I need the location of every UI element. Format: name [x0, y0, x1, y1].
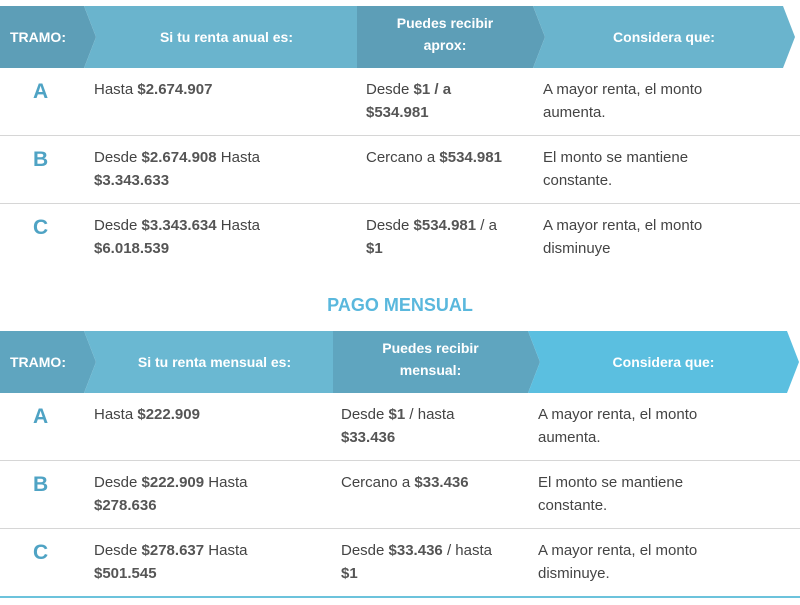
considera-line2: aumenta.	[543, 104, 606, 121]
recibir-text: Desde	[366, 81, 410, 98]
renta-amount: $222.909	[141, 474, 205, 491]
renta-amount: $2.674.908	[141, 149, 217, 166]
header-recibir	[357, 6, 533, 68]
considera-line1: A mayor renta, el monto	[543, 217, 703, 234]
table-row	[0, 529, 800, 598]
renta-text: Desde	[94, 149, 138, 166]
considera-cell	[543, 78, 788, 124]
considera-line1: A mayor renta, el monto	[538, 542, 698, 559]
monthly-table-header	[0, 331, 800, 393]
header-tramo: TRAMO:	[10, 354, 66, 370]
recibir-cell	[366, 78, 531, 124]
considera-line2: constante.	[543, 172, 613, 189]
section-title: PAGO MENSUAL	[327, 295, 473, 315]
recibir-cell	[366, 214, 531, 260]
renta-cell	[94, 539, 329, 585]
header-recibir-line1: Puedes recibir	[396, 15, 494, 31]
considera-line2: disminuye.	[538, 565, 610, 582]
tramo-letter: B	[33, 473, 49, 496]
considera-cell	[538, 539, 788, 585]
renta-cell	[94, 471, 329, 517]
recibir-amount-2: $1	[366, 240, 383, 257]
renta-amount-2: $501.545	[94, 565, 157, 582]
renta-text: Hasta	[94, 81, 134, 98]
considera-line2: constante.	[538, 497, 608, 514]
recibir-amount-2: $534.981	[366, 104, 429, 121]
tramo-letter: B	[33, 148, 49, 171]
renta-amount-2: $6.018.539	[94, 240, 170, 257]
recibir-amount: $534.981	[439, 149, 502, 166]
renta-text: Desde	[94, 474, 138, 491]
renta-text-2: Hasta	[220, 217, 260, 234]
header-tramo: TRAMO:	[10, 29, 66, 45]
header-recibir-line2: mensual:	[399, 362, 462, 378]
header-recibir-line2: aprox:	[423, 37, 467, 53]
table-row	[0, 204, 800, 271]
recibir-amount: $33.436	[414, 474, 469, 491]
renta-text-2: Hasta	[208, 474, 248, 491]
recibir-text-2: / hasta	[446, 542, 492, 559]
renta-cell	[94, 78, 349, 101]
recibir-text: Cercano a	[341, 474, 411, 491]
renta-amount: $278.637	[141, 542, 205, 559]
table-row	[0, 393, 800, 461]
considera-cell	[543, 146, 788, 192]
table-row	[0, 68, 800, 136]
renta-text: Desde	[94, 542, 138, 559]
considera-line1: El monto se mantiene	[538, 474, 684, 491]
considera-cell	[543, 214, 788, 260]
renta-cell	[94, 146, 349, 192]
renta-text-2: Hasta	[220, 149, 260, 166]
renta-text: Hasta	[94, 406, 134, 423]
tramo-letter: C	[33, 216, 49, 239]
tramo-letter: A	[33, 405, 49, 428]
table-row	[0, 136, 800, 204]
table-row	[0, 461, 800, 529]
recibir-amount: $1 / a	[413, 81, 452, 98]
recibir-amount: $534.981	[413, 217, 477, 234]
renta-text-2: Hasta	[208, 542, 248, 559]
renta-amount: $3.343.634	[141, 217, 217, 234]
considera-cell	[538, 471, 788, 517]
header-considera: Considera que:	[613, 29, 715, 45]
renta-amount: $2.674.907	[137, 81, 213, 98]
recibir-amount-2: $33.436	[341, 429, 396, 446]
renta-cell	[94, 403, 329, 426]
considera-line1: A mayor renta, el monto	[543, 81, 703, 98]
renta-cell	[94, 214, 349, 260]
considera-cell	[538, 403, 788, 449]
tramo-letter: A	[33, 80, 49, 103]
header-recibir	[333, 331, 528, 393]
recibir-amount: $1	[388, 406, 406, 423]
recibir-text-2: / hasta	[409, 406, 455, 423]
header-renta: Si tu renta mensual es:	[137, 354, 292, 370]
recibir-cell	[341, 471, 531, 494]
renta-amount: $222.909	[137, 406, 200, 423]
renta-text: Desde	[94, 217, 138, 234]
recibir-cell	[341, 403, 531, 449]
recibir-text: Desde	[366, 217, 410, 234]
considera-line2: disminuye	[543, 240, 611, 257]
recibir-amount: $33.436	[388, 542, 443, 559]
recibir-text: Desde	[341, 406, 385, 423]
recibir-text-2: / a	[480, 217, 497, 234]
recibir-text: Desde	[341, 542, 385, 559]
recibir-text: Cercano a	[366, 149, 436, 166]
header-renta: Si tu renta anual es:	[159, 29, 294, 45]
considera-line1: A mayor renta, el monto	[538, 406, 698, 423]
recibir-cell	[341, 539, 531, 585]
annual-table-header	[0, 6, 800, 68]
considera-line2: aumenta.	[538, 429, 601, 446]
considera-line1: El monto se mantiene	[543, 149, 689, 166]
recibir-cell	[366, 146, 531, 169]
renta-amount-2: $3.343.633	[94, 172, 170, 189]
header-recibir-line1: Puedes recibir	[382, 340, 479, 356]
header-considera: Considera que:	[612, 354, 715, 370]
recibir-amount-2: $1	[341, 565, 358, 582]
renta-amount-2: $278.636	[94, 497, 157, 514]
tramo-letter: C	[33, 541, 49, 564]
